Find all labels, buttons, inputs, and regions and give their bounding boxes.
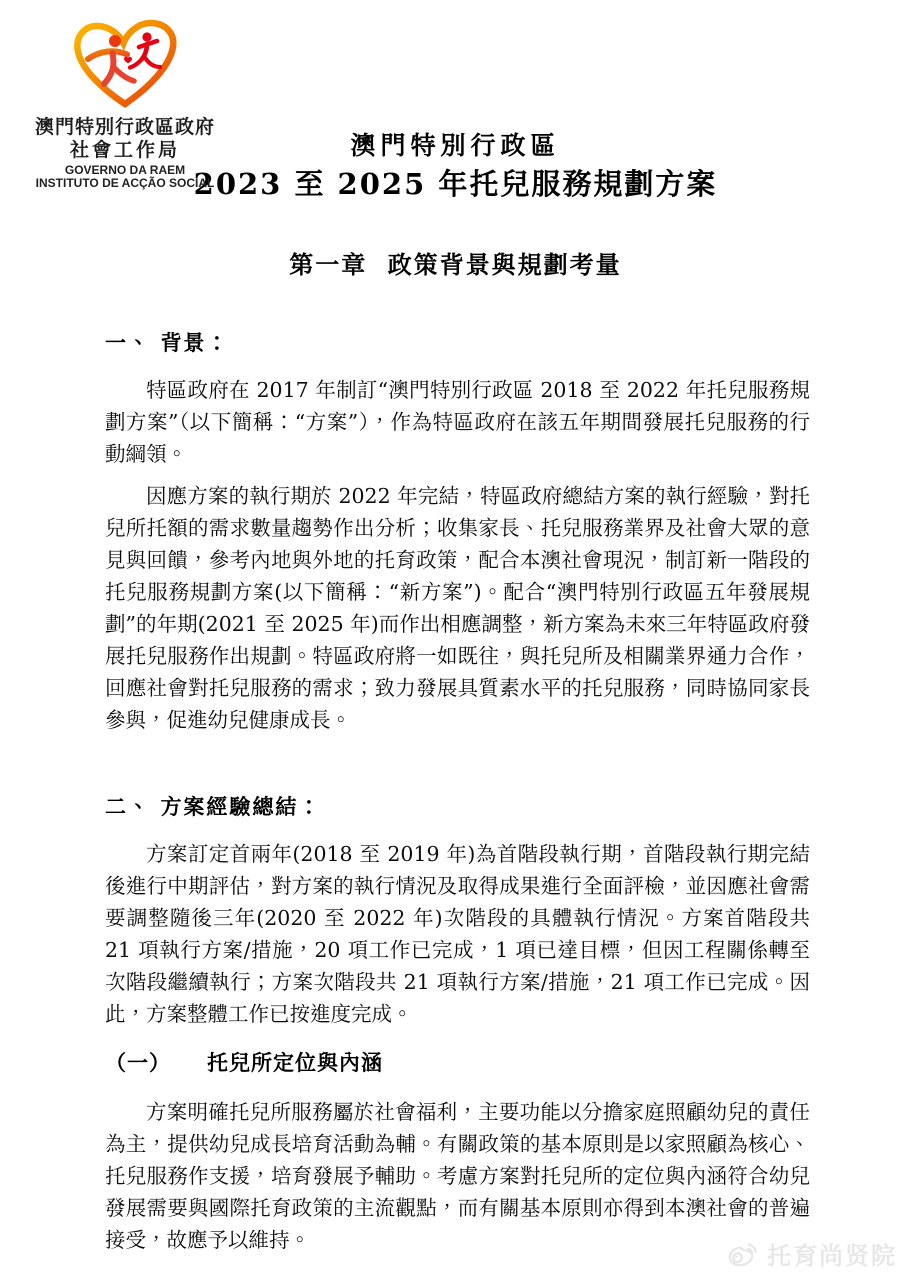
subsection-heading-positioning xyxy=(105,1048,810,1078)
org-name-pt-line2: INSTITUTO DE ACÇÃO SOCIAL xyxy=(35,176,215,190)
section-title: 方案經驗總結： xyxy=(160,794,322,819)
section-title: 背景： xyxy=(160,330,230,355)
heart-figures-logo-icon xyxy=(69,16,181,112)
section-number: 一、 xyxy=(105,330,151,355)
chapter-number: 第一章 xyxy=(289,250,368,279)
section-heading-background xyxy=(105,330,810,356)
watermark-text: 托育尚贤院 xyxy=(767,1243,897,1270)
org-name-zh-line1: 澳門特別行政區政府 xyxy=(34,117,215,138)
section-number: 二、 xyxy=(105,794,151,819)
chapter-heading xyxy=(0,250,911,280)
org-name-pt-line1: GOVERNO DA RAEM xyxy=(64,163,186,177)
paragraph: 方案明確托兒所服務屬於社會福利，主要功能以分擔家庭照顧幼兒的責任為主，提供幼兒成長培育活動為輔。有關政策的基本原則是以家照顧為核心、托兒服務作支援，培育發展予輔助。考慮方案對托兒所的定位與內涵符合幼兒發展需要與國際托育政策的主流觀點，而有關基本原則亦得到本澳社會的普遍接受，故應予以維持。 xyxy=(105,1100,810,1252)
document-title-line1: 澳門特別行政區 xyxy=(350,131,561,160)
paragraph: 方案訂定首兩年(2018 至 2019 年)為首階段執行期，首階段執行期完結後進行中期評估，對方案的執行情況及取得成果進行全面評檢，並因應社會需要調整隨後三年(2020 至 2022 年)次階段的具體執行情況。方案首階段共 21 項執行方案/措施，20 項工作已完成，1 項已達目標，但因工程關係轉至次階段繼續執行；方案次階段共 21 項執行方案/措施，21 項工作已完成。因此，方案整體工作已按進度完成。 xyxy=(105,842,810,1026)
section-heading-experience-summary xyxy=(105,794,810,820)
agency-header xyxy=(20,16,230,190)
document-body xyxy=(105,330,810,1256)
chapter-title: 政策背景與規劃考量 xyxy=(387,250,622,279)
paragraph: 因應方案的執行期於 2022 年完結，特區政府總結方案的執行經驗，對托兒所托額的需求數量趨勢作出分析；收集家長、托兒服務業界及社會大眾的意見與回饋，參考內地與外地的托育政策，配合本澳社會現況，制訂新一階段的托兒服務規劃方案(以下簡稱：“新方案”)。配合“澳門特別行政區五年發展規劃”的年期(2021 至 2025 年)而作出相應調整，新方案為未來三年特區政府發展托兒服務作出規劃。特區政府將一如既往，與托兒所及相關業界通力合作，回應社會對托兒服務的需求；致力發展具質素水平的托兒服務，同時協同家長參與，促進幼兒健康成長。 xyxy=(105,484,810,732)
watermark xyxy=(726,1236,897,1271)
document-title-line2: 2023 至 2025 年托兒服務規劃方案 xyxy=(193,167,718,201)
subsection-title: 托兒所定位與內涵 xyxy=(207,1050,383,1075)
org-name-zh-line2: 社會工作局 xyxy=(69,140,180,161)
subsection-number: （一） xyxy=(105,1050,171,1075)
paragraph: 特區政府在 2017 年制訂“澳門特別行政區 2018 至 2022 年托兒服務規劃方案”（以下簡稱：“方案”），作為特區政府在該五年期間發展托兒服務的行動綱領。 xyxy=(105,378,810,466)
weibo-icon xyxy=(726,1239,760,1269)
